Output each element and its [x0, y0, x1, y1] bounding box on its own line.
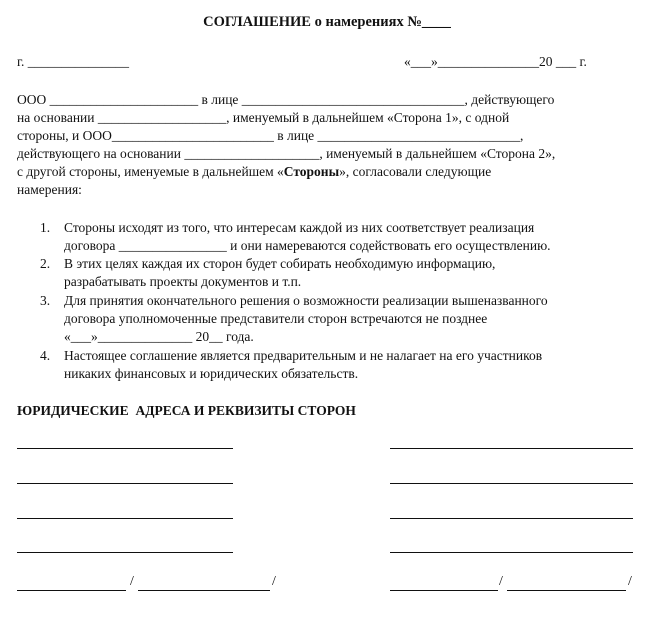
preamble-line-5-end: », согласовали следующие	[339, 164, 492, 179]
item-4-line-1: Настоящее соглашение является предварительным и не налагает на его участников	[64, 348, 543, 363]
document-title: СОГЛАШЕНИЕ о намерениях №____	[203, 14, 451, 30]
item-3-line-1: Для принятия окончательного решения о возможности реализации вышеназванного	[64, 293, 548, 308]
left-signature-separator-1: /	[130, 574, 134, 589]
item-2-line-1: В этих целях каждая их сторон будет собирать необходимую информацию,	[64, 256, 496, 271]
place-line: г. _______________	[17, 54, 130, 69]
date-line: «___»_______________20 ___ г.	[404, 54, 587, 69]
item-3-line-3: «___»______________ 20__ года.	[64, 329, 254, 344]
parties-term: Стороны	[283, 164, 340, 179]
preamble-line-6: намерения:	[17, 182, 82, 197]
preamble-line-1: ООО ______________________ в лице _________________________________, действующего	[17, 92, 555, 107]
item-2-line-2: разрабатывать проекты документов и т.п.	[64, 274, 302, 289]
left-name-line	[138, 590, 270, 591]
left-requisite-line	[17, 483, 233, 484]
preamble-line-2: на основании ___________________, именуемый в дальнейшем «Сторона 1», с одной	[17, 110, 510, 125]
right-requisite-line	[390, 448, 633, 449]
requisites-heading: ЮРИДИЧЕСКИЕ АДРЕСА И РЕКВИЗИТЫ СТОРОН	[17, 403, 356, 418]
item-1-line-1: Стороны исходят из того, что интересам каждой из них соответствует реализация	[64, 220, 535, 235]
right-requisite-line	[390, 518, 633, 519]
item-4-number: 4.	[40, 348, 51, 363]
right-requisite-line	[390, 483, 633, 484]
right-signature-line	[390, 590, 498, 591]
preamble-line-3: стороны, и ООО________________________ в лице ______________________________,	[17, 128, 524, 143]
right-signature-separator-1: /	[499, 574, 503, 589]
left-signature-separator-2: /	[272, 574, 276, 589]
right-signature-separator-2: /	[628, 574, 632, 589]
left-requisite-line	[17, 552, 233, 553]
left-requisite-line	[17, 518, 233, 519]
left-requisite-line	[17, 448, 233, 449]
item-1-number: 1.	[40, 220, 51, 235]
item-2-number: 2.	[40, 256, 51, 271]
right-requisite-line	[390, 552, 633, 553]
right-name-line	[507, 590, 626, 591]
item-1-line-2: договора ________________ и они намереваются содействовать его осуществлению.	[64, 238, 551, 253]
preamble-line-5-start: с другой стороны, именуемые в дальнейшем «	[17, 164, 284, 179]
item-3-number: 3.	[40, 293, 51, 308]
item-4-line-2: никаких финансовых и юридических обязательств.	[64, 366, 359, 381]
left-signature-line	[17, 590, 126, 591]
preamble-line-5	[17, 164, 491, 180]
item-3-line-2: договора уполномоченные представители сторон встречаются не позднее	[64, 311, 488, 326]
preamble-line-4: действующего на основании ____________________, именуемый в дальнейшем «Сторона 2»,	[17, 146, 556, 161]
